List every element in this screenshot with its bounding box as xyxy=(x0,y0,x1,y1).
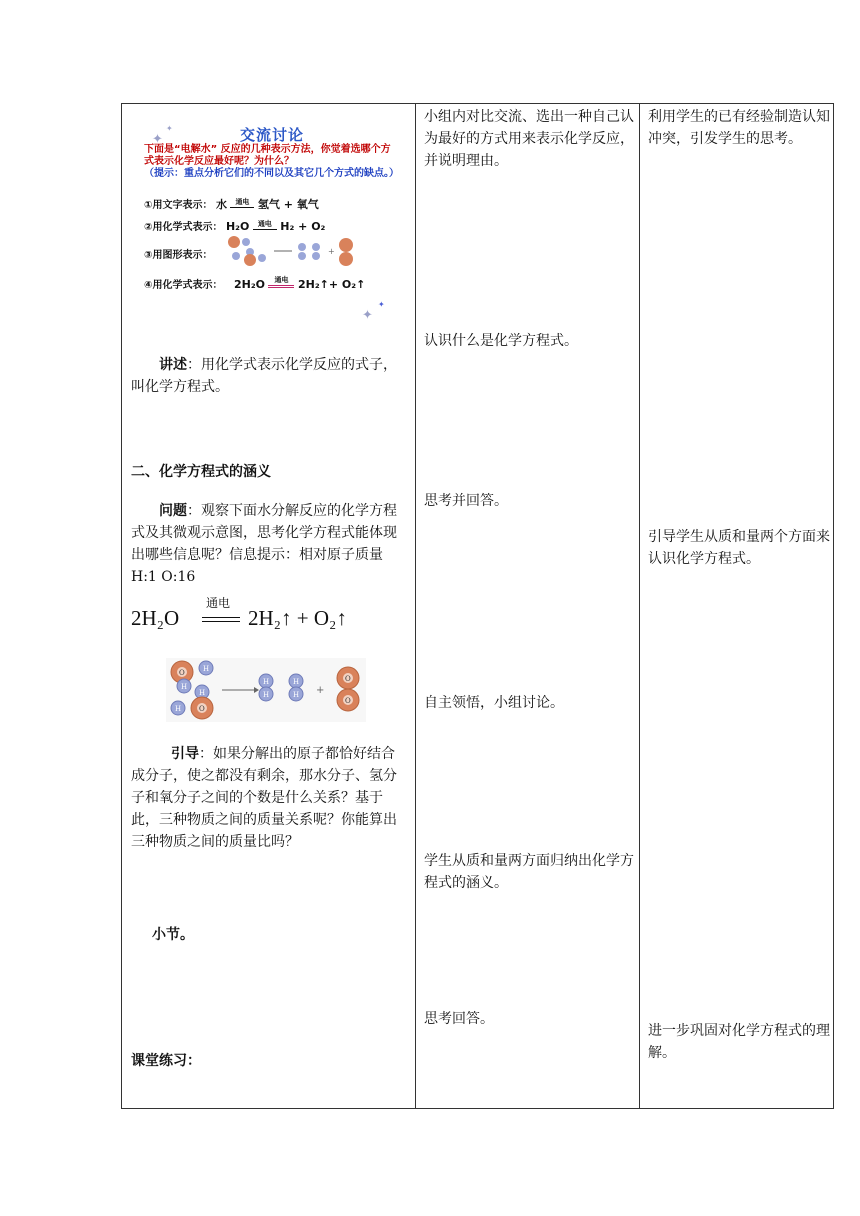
svg-text:O: O xyxy=(199,705,205,713)
equation-left: 2H₂O xyxy=(131,606,180,630)
row-eq-right: 氢气 + 氧气 xyxy=(257,198,319,211)
teacher-activity-column xyxy=(122,104,415,1108)
equals-sign-icon: 通电 xyxy=(268,274,294,288)
student-activity-1: 小组内对比交流、选出一种自己认为最好的方式用来表示化学反应，并说明理由。 xyxy=(424,109,634,169)
arrow-icon: 通电 xyxy=(253,218,277,230)
student-activity-6: 思考回答。 xyxy=(424,1011,494,1027)
slide-title: 交流讨论 xyxy=(240,126,305,144)
guide-paragraph: 引导：如果分解出的原子都恰好结合成分子，使之都没有剩余，那水分子、氢分子和氧分子之间的个数是什么关系？基于此，三种物质之间的质量关系呢？你能算出三种物质之间的质量比吗？ xyxy=(131,746,397,850)
student-activity-3: 思考并回答。 xyxy=(424,493,508,509)
lesson-table xyxy=(121,103,834,1109)
svg-text:H: H xyxy=(293,691,300,699)
summary-label: 小节。 xyxy=(152,927,194,943)
slide-row-equation xyxy=(144,276,365,294)
svg-text:O: O xyxy=(345,697,351,705)
svg-text:H: H xyxy=(199,689,206,697)
svg-text:O: O xyxy=(345,675,351,683)
sparkle-icon: ✦ xyxy=(362,308,373,323)
slide-question xyxy=(144,144,400,180)
question-paragraph: 问题：观察下面水分解反应的化学方程式及其微观示意图，思考化学方程式能体现出哪些信息呢？信息提示：相对原子质量 H:1 O:16 xyxy=(131,503,397,585)
design-intent-column xyxy=(640,104,833,1108)
svg-text:H: H xyxy=(203,665,210,673)
row-label: ①用文字表示： xyxy=(144,200,213,211)
narration-paragraph: 讲述：用化学式表示化学反应的式子，叫化学方程式。 xyxy=(131,357,397,395)
svg-text:+: + xyxy=(328,247,335,256)
slide-row-diagram xyxy=(144,246,212,261)
slide-row-formula xyxy=(144,218,325,234)
design-intent-3: 进一步巩固对化学方程式的理解。 xyxy=(648,1023,830,1061)
molecule-mini-diagram xyxy=(226,234,376,268)
row-eq-left: 水 xyxy=(215,198,227,211)
student-activity-2: 认识什么是化学方程式。 xyxy=(424,333,578,349)
design-intent-1: 利用学生的已有经验制造认知冲突，引发学生的思考。 xyxy=(648,109,830,147)
svg-text:H: H xyxy=(263,691,270,699)
sparkle-icon: ✦ xyxy=(378,300,385,309)
equation-condition: 通电 xyxy=(206,596,231,610)
slide-question-text: 下面是“电解水” 反应的几种表示方法，你觉着选哪个方式表示化学反应最好呢？为什么？ xyxy=(144,144,391,167)
discussion-slide-image xyxy=(130,112,400,328)
svg-text:H: H xyxy=(263,678,270,686)
svg-text:O: O xyxy=(179,669,185,677)
sparkle-icon: ✦ xyxy=(152,132,163,147)
slide-row-words xyxy=(144,196,319,212)
arrow-icon: 通电 xyxy=(230,196,254,208)
row-eq-right: 2H₂↑+ O₂↑ xyxy=(297,278,366,291)
row-eq-right: H₂ + O₂ xyxy=(280,220,326,233)
row-label: ④用化学式表示： xyxy=(144,280,223,291)
svg-text:+: + xyxy=(316,685,325,696)
student-activity-4: 自主领悟，小组讨论。 xyxy=(424,695,564,711)
student-activity-column xyxy=(416,104,639,1108)
student-activity-5: 学生从质和量两方面归纳出化学方程式的涵义。 xyxy=(424,853,634,891)
water-decomposition-diagram xyxy=(166,658,366,722)
section-heading: 二、化学方程式的涵义 xyxy=(131,464,271,480)
sparkle-icon: ✦ xyxy=(166,124,173,133)
practice-label: 课堂练习： xyxy=(131,1053,201,1069)
slide-hint: （提示：重点分析它们的不同以及其它几个方式的缺点。） xyxy=(144,168,399,179)
svg-text:H: H xyxy=(175,705,182,713)
svg-text:H: H xyxy=(181,683,188,691)
equals-sign-icon xyxy=(202,617,240,622)
row-eq-left: 2H₂O xyxy=(233,278,265,291)
row-label: ③用图形表示： xyxy=(144,250,213,261)
design-intent-2: 引导学生从质和量两个方面来认识化学方程式。 xyxy=(648,529,830,567)
equation-right: 2H₂↑ + O₂↑ xyxy=(248,606,347,630)
row-label: ②用化学式表示： xyxy=(144,222,223,233)
svg-text:H: H xyxy=(293,678,300,686)
row-eq-left: H₂O xyxy=(225,220,250,233)
